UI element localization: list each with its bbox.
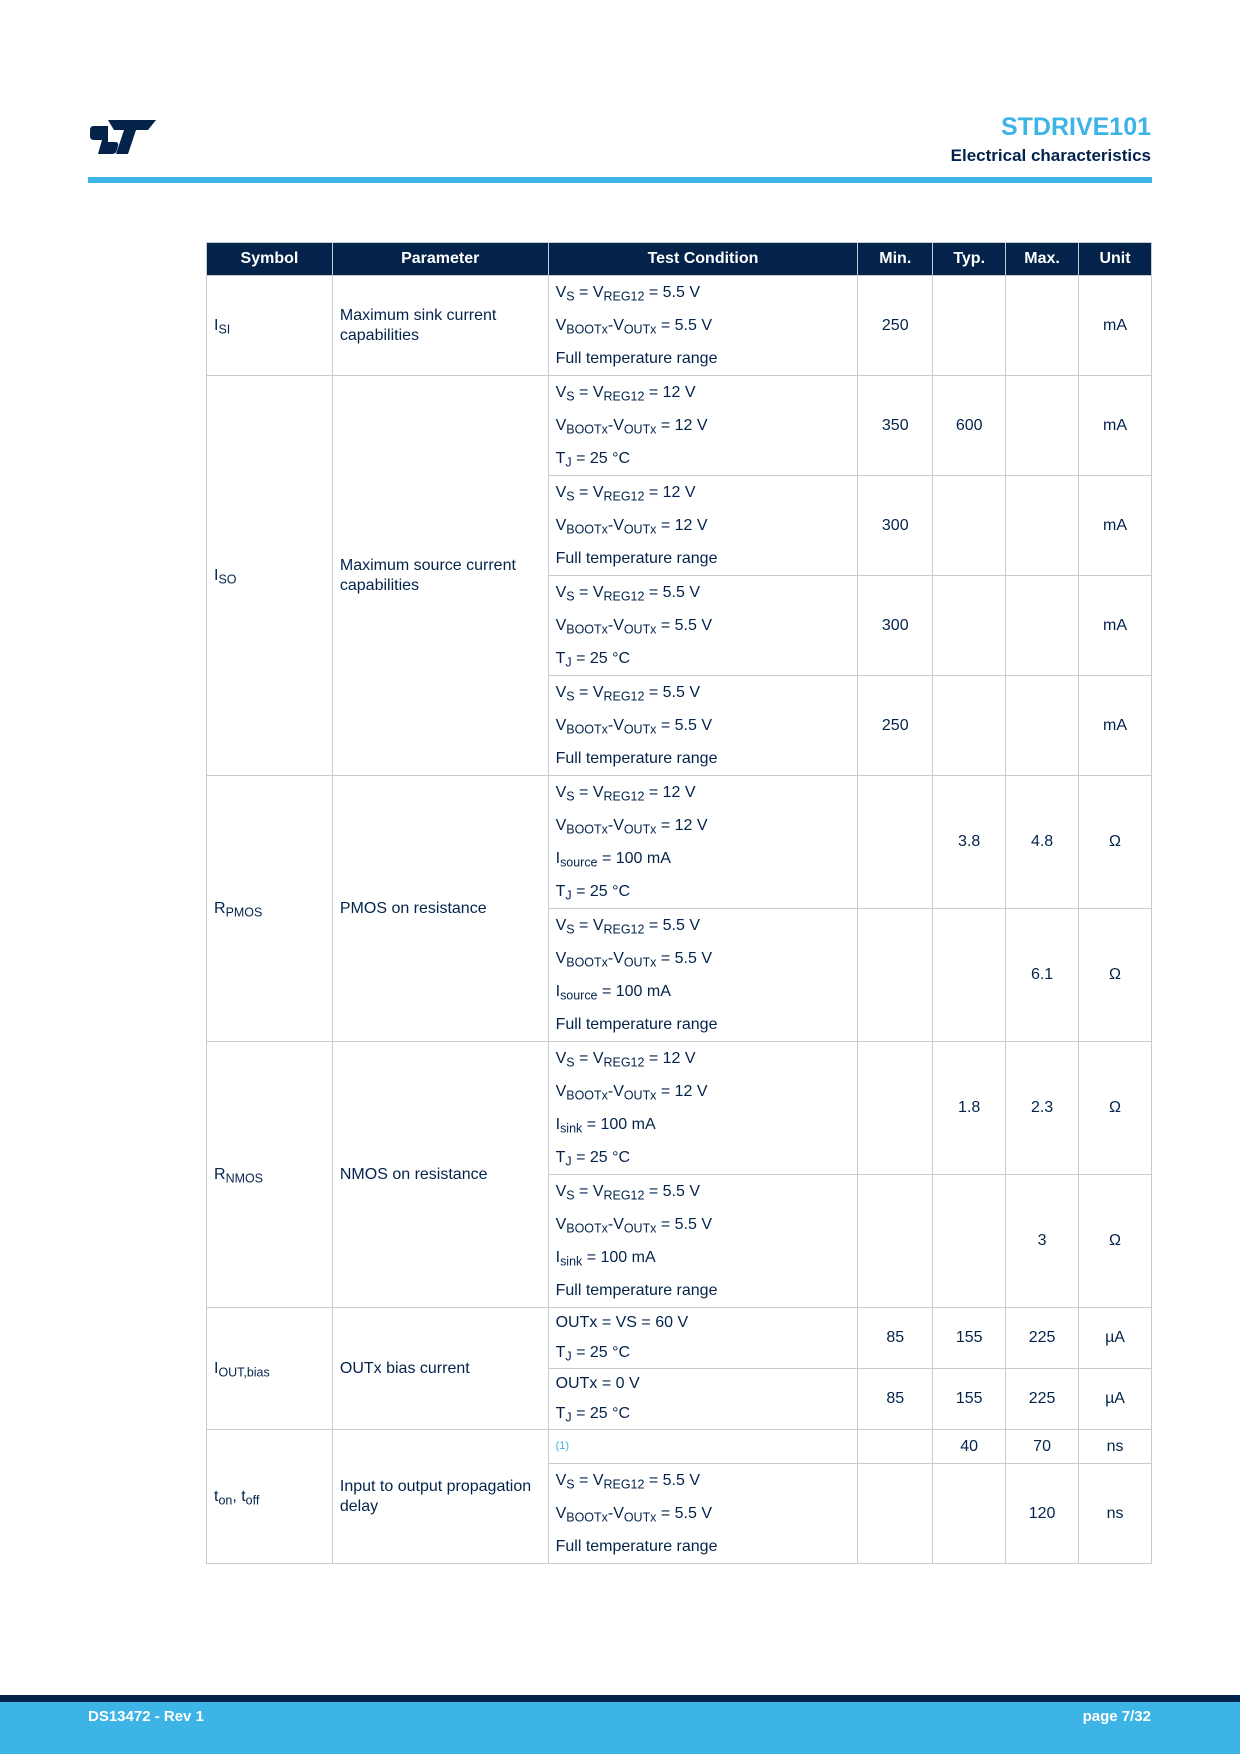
typ-cell <box>933 576 1006 676</box>
condition-text: OUTx <box>623 322 657 337</box>
min-cell: 300 <box>858 576 933 676</box>
condition-line <box>556 1338 851 1368</box>
footer-rule <box>0 1695 1240 1702</box>
condition-line <box>556 276 851 309</box>
condition-line <box>556 1399 851 1429</box>
page-number: page 7/32 <box>1082 1708 1151 1725</box>
condition-text: V <box>555 1505 567 1522</box>
product-title: STDRIVE101 <box>1000 113 1151 141</box>
condition-text: BOOTx <box>566 1088 608 1103</box>
condition-text: J <box>565 1410 572 1425</box>
condition-text: OUTx <box>623 622 657 637</box>
condition-text: -V <box>607 417 624 434</box>
condition-text: = 5.5 V <box>656 1216 713 1233</box>
typ-cell <box>933 676 1006 776</box>
condition-text: = 12 V <box>644 484 696 501</box>
condition-text: = V <box>574 1050 604 1067</box>
condition-text: T <box>555 450 566 467</box>
column-header: Parameter <box>332 243 548 276</box>
unit-cell: Ω <box>1079 1042 1152 1175</box>
min-cell <box>858 1175 933 1308</box>
st-logo-icon <box>88 118 158 156</box>
symbol-main: , t <box>232 1487 246 1505</box>
condition-text: T <box>555 883 566 900</box>
parameter-cell: Maximum source current capabilities <box>332 376 548 776</box>
condition-text: = 5.5 V <box>656 717 713 734</box>
condition-text: = 100 mA <box>582 1116 656 1133</box>
condition-text: OUTx <box>623 1088 657 1103</box>
condition-text: Full temperature range <box>555 1282 718 1299</box>
condition-text: OUTx <box>623 1221 657 1236</box>
condition-text: BOOTx <box>566 722 608 737</box>
condition-text: I <box>555 983 561 1000</box>
condition-text: S <box>566 789 575 804</box>
condition-text: OUTx <box>623 822 657 837</box>
condition-text: = 25 °C <box>571 1344 631 1361</box>
unit-cell: Ω <box>1079 909 1152 1042</box>
condition-text: Full temperature range <box>555 1538 718 1555</box>
min-cell <box>858 1464 933 1564</box>
test-condition-cell <box>548 376 858 476</box>
condition-text: BOOTx <box>566 522 608 537</box>
unit-cell: Ω <box>1079 1175 1152 1308</box>
max-cell: 3 <box>1006 1175 1079 1308</box>
condition-text: = 5.5 V <box>656 1505 713 1522</box>
test-condition-cell <box>548 909 858 1042</box>
unit-cell: mA <box>1079 276 1152 376</box>
electrical-characteristics-table <box>206 242 1152 1564</box>
typ-cell: 3.8 <box>933 776 1006 909</box>
condition-text: V <box>555 950 567 967</box>
condition-text: = 5.5 V <box>644 1183 700 1200</box>
condition-text: -V <box>607 517 624 534</box>
condition-line <box>556 809 851 842</box>
symbol-main: I <box>214 1359 219 1377</box>
condition-text: = 5.5 V <box>656 317 713 334</box>
condition-text: -V <box>607 817 624 834</box>
condition-text: OUTx <box>623 722 657 737</box>
condition-text: BOOTx <box>566 822 608 837</box>
condition-line <box>556 542 851 575</box>
condition-text: S <box>566 1477 575 1492</box>
min-cell <box>858 776 933 909</box>
condition-text: = 12 V <box>644 784 696 801</box>
test-condition-cell <box>548 676 858 776</box>
condition-text: V <box>555 484 567 501</box>
condition-text: Full temperature range <box>555 550 718 567</box>
column-header: Max. <box>1006 243 1079 276</box>
condition-text: BOOTx <box>566 1510 608 1525</box>
section-title: Electrical characteristics <box>950 146 1151 165</box>
condition-text: REG12 <box>603 1055 645 1070</box>
condition-line <box>556 1430 851 1463</box>
condition-text: S <box>566 589 575 604</box>
condition-text: = 100 mA <box>597 850 671 867</box>
condition-text: I <box>555 1116 561 1133</box>
min-cell: 250 <box>858 676 933 776</box>
condition-text: S <box>566 489 575 504</box>
condition-line <box>556 1008 851 1041</box>
condition-text: = V <box>574 384 604 401</box>
min-cell: 85 <box>858 1308 933 1369</box>
condition-text: REG12 <box>603 789 645 804</box>
condition-text: = 5.5 V <box>644 917 700 934</box>
condition-line <box>556 1530 851 1563</box>
condition-line <box>556 1241 851 1274</box>
condition-line <box>556 376 851 409</box>
condition-text: V <box>555 817 567 834</box>
condition-line <box>556 309 851 342</box>
condition-text: J <box>565 888 572 903</box>
symbol-main: t <box>214 1487 219 1505</box>
condition-line <box>556 1208 851 1241</box>
table-row <box>207 776 1152 909</box>
symbol-cell <box>207 1042 333 1308</box>
condition-text: V <box>555 317 567 334</box>
max-cell: 225 <box>1006 1369 1079 1430</box>
condition-text: = 12 V <box>644 1050 696 1067</box>
condition-line <box>556 1497 851 1530</box>
condition-text: S <box>566 1188 575 1203</box>
test-condition-cell <box>548 776 858 909</box>
condition-text: REG12 <box>603 689 645 704</box>
condition-text: = 5.5 V <box>644 584 700 601</box>
condition-text: = 25 °C <box>571 1405 631 1422</box>
condition-line <box>556 875 851 908</box>
condition-text: T <box>555 1405 566 1422</box>
condition-text: V <box>555 784 567 801</box>
symbol-main: R <box>214 899 226 917</box>
condition-text: = 12 V <box>656 517 708 534</box>
table-row <box>207 1430 1152 1464</box>
condition-text: BOOTx <box>566 622 608 637</box>
condition-text: = 25 °C <box>571 1149 631 1166</box>
test-condition-cell <box>548 476 858 576</box>
condition-line <box>556 1042 851 1075</box>
test-condition-cell <box>548 1042 858 1175</box>
condition-text: OUTx <box>623 955 657 970</box>
condition-text: = 100 mA <box>597 983 671 1000</box>
typ-cell <box>933 476 1006 576</box>
min-cell: 85 <box>858 1369 933 1430</box>
condition-text: = V <box>574 784 604 801</box>
unit-cell: ns <box>1079 1464 1152 1564</box>
condition-text: J <box>565 1154 572 1169</box>
condition-line <box>556 409 851 442</box>
symbol-cell <box>207 1308 333 1430</box>
condition-text: = 12 V <box>656 817 708 834</box>
footnote-ref: (1) <box>555 1440 570 1452</box>
max-cell: 4.8 <box>1006 776 1079 909</box>
condition-text: J <box>565 655 572 670</box>
condition-line <box>556 1308 851 1338</box>
symbol-cell <box>207 776 333 1042</box>
min-cell: 300 <box>858 476 933 576</box>
condition-text: Full temperature range <box>555 750 718 767</box>
test-condition-cell <box>548 576 858 676</box>
symbol-cell <box>207 276 333 376</box>
min-cell: 250 <box>858 276 933 376</box>
symbol-sub: PMOS <box>225 905 263 920</box>
symbol-sub: on <box>218 1493 233 1508</box>
condition-text: V <box>555 1472 567 1489</box>
condition-line <box>556 776 851 809</box>
condition-line <box>556 442 851 475</box>
parameter-cell: Input to output propagation delay <box>332 1430 548 1564</box>
condition-line <box>556 642 851 675</box>
doc-id: DS13472 - Rev 1 <box>88 1708 204 1725</box>
condition-text: -V <box>607 1083 624 1100</box>
test-condition-cell <box>548 1430 858 1464</box>
condition-text: V <box>555 717 567 734</box>
test-condition-cell <box>548 1308 858 1369</box>
condition-text: T <box>555 1344 566 1361</box>
condition-text: OUTx = VS = 60 V <box>555 1314 689 1331</box>
condition-line <box>556 975 851 1008</box>
condition-text: V <box>555 1083 567 1100</box>
condition-text: Full temperature range <box>555 1016 718 1033</box>
unit-cell: Ω <box>1079 776 1152 909</box>
condition-text: OUTx <box>623 422 657 437</box>
typ-cell: 1.8 <box>933 1042 1006 1175</box>
condition-line <box>556 609 851 642</box>
condition-line <box>556 742 851 775</box>
condition-text: -V <box>607 1505 624 1522</box>
condition-text: REG12 <box>603 589 645 604</box>
condition-text: REG12 <box>603 489 645 504</box>
condition-text: BOOTx <box>566 955 608 970</box>
unit-cell: ns <box>1079 1430 1152 1464</box>
typ-cell <box>933 909 1006 1042</box>
condition-text: = 5.5 V <box>644 684 700 701</box>
max-cell <box>1006 576 1079 676</box>
condition-text: -V <box>607 317 624 334</box>
parameter-cell: Maximum sink current capabilities <box>332 276 548 376</box>
condition-text: V <box>555 417 567 434</box>
column-header: Min. <box>858 243 933 276</box>
condition-text: = V <box>574 917 604 934</box>
max-cell: 6.1 <box>1006 909 1079 1042</box>
min-cell <box>858 1430 933 1464</box>
condition-text: V <box>555 584 567 601</box>
condition-text: = V <box>574 1472 604 1489</box>
condition-line <box>556 1369 851 1399</box>
symbol-sub: OUT,bias <box>218 1365 270 1380</box>
unit-cell: mA <box>1079 576 1152 676</box>
condition-line <box>556 676 851 709</box>
typ-cell <box>933 1175 1006 1308</box>
unit-cell: µA <box>1079 1308 1152 1369</box>
column-header: Unit <box>1079 243 1152 276</box>
condition-text: source <box>560 988 598 1003</box>
condition-line <box>556 1141 851 1174</box>
condition-line <box>556 842 851 875</box>
typ-cell <box>933 1464 1006 1564</box>
condition-text: V <box>555 1050 567 1067</box>
condition-line <box>556 509 851 542</box>
condition-text: V <box>555 917 567 934</box>
condition-text: = 5.5 V <box>656 950 713 967</box>
table-row <box>207 1042 1152 1175</box>
condition-text: S <box>566 689 575 704</box>
condition-line <box>556 476 851 509</box>
condition-text: = 25 °C <box>571 650 631 667</box>
condition-text: REG12 <box>603 389 645 404</box>
condition-line <box>556 1075 851 1108</box>
typ-cell: 155 <box>933 1369 1006 1430</box>
unit-cell: µA <box>1079 1369 1152 1430</box>
condition-line <box>556 942 851 975</box>
parameter-cell: OUTx bias current <box>332 1308 548 1430</box>
condition-line <box>556 1175 851 1208</box>
condition-text: sink <box>560 1254 583 1269</box>
parameter-cell: PMOS on resistance <box>332 776 548 1042</box>
condition-text: OUTx <box>623 1510 657 1525</box>
condition-text: BOOTx <box>566 322 608 337</box>
symbol-cell <box>207 1430 333 1564</box>
condition-text: J <box>565 455 572 470</box>
condition-text: V <box>555 1216 567 1233</box>
condition-text: T <box>555 650 566 667</box>
condition-text: REG12 <box>603 922 645 937</box>
max-cell <box>1006 676 1079 776</box>
condition-text: -V <box>607 1216 624 1233</box>
test-condition-cell <box>548 276 858 376</box>
test-condition-cell <box>548 1175 858 1308</box>
symbol-sub: SO <box>218 572 237 587</box>
condition-text: = 12 V <box>644 384 696 401</box>
condition-text: = 5.5 V <box>656 617 713 634</box>
condition-text: = V <box>574 684 604 701</box>
condition-text: I <box>555 850 561 867</box>
condition-text: = 100 mA <box>582 1249 656 1266</box>
typ-cell: 155 <box>933 1308 1006 1369</box>
condition-text: T <box>555 1149 566 1166</box>
condition-text: Full temperature range <box>555 350 718 367</box>
header-rule <box>88 177 1152 183</box>
condition-text: V <box>555 684 567 701</box>
condition-text: sink <box>560 1121 583 1136</box>
symbol-main: I <box>214 316 219 334</box>
condition-line <box>556 709 851 742</box>
condition-text: = V <box>574 1183 604 1200</box>
condition-line <box>556 1274 851 1307</box>
symbol-main: I <box>214 566 219 584</box>
condition-text: = V <box>574 584 604 601</box>
max-cell <box>1006 476 1079 576</box>
condition-text: S <box>566 922 575 937</box>
typ-cell: 40 <box>933 1430 1006 1464</box>
column-header: Symbol <box>207 243 333 276</box>
condition-text: S <box>566 1055 575 1070</box>
condition-text: -V <box>607 617 624 634</box>
max-cell <box>1006 276 1079 376</box>
condition-text: BOOTx <box>566 1221 608 1236</box>
condition-text: OUTx = 0 V <box>555 1375 640 1392</box>
condition-text: S <box>566 289 575 304</box>
table-row <box>207 376 1152 476</box>
condition-text: REG12 <box>603 1188 645 1203</box>
typ-cell: 600 <box>933 376 1006 476</box>
condition-text: REG12 <box>603 289 645 304</box>
condition-text: V <box>555 517 567 534</box>
condition-text: -V <box>607 950 624 967</box>
table-header-row <box>207 243 1152 276</box>
condition-line <box>556 1108 851 1141</box>
condition-text: -V <box>607 717 624 734</box>
condition-text: OUTx <box>623 522 657 537</box>
unit-cell: mA <box>1079 676 1152 776</box>
condition-text: = 5.5 V <box>644 284 700 301</box>
condition-text: V <box>555 284 567 301</box>
condition-text: = 12 V <box>656 417 708 434</box>
column-header: Typ. <box>933 243 1006 276</box>
condition-text: = 12 V <box>656 1083 708 1100</box>
condition-text: = V <box>574 284 604 301</box>
symbol-cell <box>207 376 333 776</box>
condition-text: = 5.5 V <box>644 1472 700 1489</box>
test-condition-cell <box>548 1464 858 1564</box>
condition-line <box>556 1464 851 1497</box>
max-cell <box>1006 376 1079 476</box>
condition-text: REG12 <box>603 1477 645 1492</box>
condition-line <box>556 909 851 942</box>
condition-text: BOOTx <box>566 422 608 437</box>
condition-line <box>556 576 851 609</box>
condition-text: V <box>555 384 567 401</box>
table-row <box>207 1308 1152 1369</box>
symbol-main: R <box>214 1165 226 1183</box>
condition-text: = 25 °C <box>571 883 631 900</box>
test-condition-cell <box>548 1369 858 1430</box>
unit-cell: mA <box>1079 476 1152 576</box>
condition-text: J <box>565 1349 572 1364</box>
min-cell <box>858 909 933 1042</box>
symbol-sub: off <box>245 1493 260 1508</box>
condition-text: source <box>560 855 598 870</box>
condition-text: V <box>555 1183 567 1200</box>
condition-text: I <box>555 1249 561 1266</box>
max-cell: 120 <box>1006 1464 1079 1564</box>
condition-text: = 25 °C <box>571 450 631 467</box>
typ-cell <box>933 276 1006 376</box>
table-row <box>207 276 1152 376</box>
condition-text: V <box>555 617 567 634</box>
min-cell: 350 <box>858 376 933 476</box>
max-cell: 225 <box>1006 1308 1079 1369</box>
symbol-sub: SI <box>218 322 231 337</box>
parameter-cell: NMOS on resistance <box>332 1042 548 1308</box>
max-cell: 70 <box>1006 1430 1079 1464</box>
min-cell <box>858 1042 933 1175</box>
column-header: Test Condition <box>548 243 858 276</box>
unit-cell: mA <box>1079 376 1152 476</box>
condition-text: S <box>566 389 575 404</box>
condition-line <box>556 342 851 375</box>
symbol-sub: NMOS <box>225 1171 263 1186</box>
max-cell: 2.3 <box>1006 1042 1079 1175</box>
condition-text: = V <box>574 484 604 501</box>
